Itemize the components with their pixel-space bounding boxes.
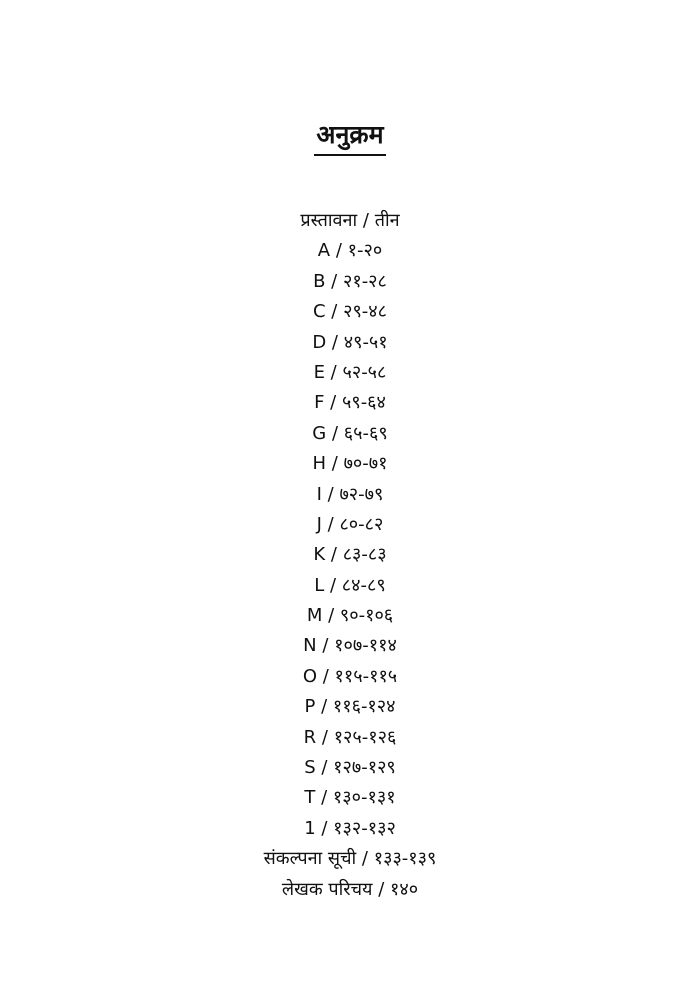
toc-entry-label: O (302, 665, 317, 687)
toc-separator: / (315, 787, 333, 809)
toc-entry (0, 328, 700, 358)
toc-entry-pages: १२५-१२६ (333, 726, 397, 748)
toc-entry (0, 419, 700, 449)
toc-entry-label: B (313, 270, 326, 292)
toc-entry-pages: ८४-८९ (341, 574, 386, 596)
toc-separator: / (356, 848, 374, 870)
toc-separator: / (324, 574, 342, 596)
table-of-contents (0, 206, 700, 905)
toc-entry-pages: ५९-६४ (341, 392, 386, 414)
toc-separator: / (316, 726, 334, 748)
toc-entry-label: P (304, 696, 316, 718)
toc-entry (0, 510, 700, 540)
toc-entry (0, 267, 700, 297)
toc-entry-label: D (312, 331, 327, 353)
toc-entry (0, 875, 700, 905)
toc-separator: / (321, 513, 340, 535)
toc-separator: / (326, 453, 344, 475)
toc-entry (0, 723, 700, 753)
toc-entry (0, 571, 700, 601)
toc-entry-label: I (316, 483, 322, 505)
toc-entry-pages: ८०-८२ (339, 513, 384, 535)
toc-entry-pages: १३०-१३१ (332, 787, 396, 809)
toc-entry-pages: २९-४८ (343, 301, 388, 323)
toc-separator: / (321, 483, 340, 505)
toc-entry-pages: १४० (390, 878, 419, 900)
toc-entry-pages: ९०-१०६ (339, 605, 394, 627)
toc-entry (0, 358, 700, 388)
toc-entry-label: J (316, 513, 322, 535)
toc-entry-label: T (304, 787, 316, 809)
toc-entry-label: E (313, 361, 325, 383)
toc-separator: / (315, 757, 334, 779)
toc-entry (0, 601, 700, 631)
toc-entry-pages: १२७-१२९ (333, 757, 396, 779)
toc-entry-pages: ११५-११५ (334, 665, 398, 687)
toc-separator: / (324, 361, 343, 383)
toc-entry-pages: ६५-६९ (343, 422, 388, 444)
toc-entry-label: S (304, 757, 316, 779)
toc-entry-label: प्रस्तावना (300, 210, 358, 231)
toc-separator: / (357, 210, 375, 231)
toc-entry-label: F (314, 392, 325, 414)
toc-entry (0, 631, 700, 661)
toc-separator: / (324, 392, 342, 414)
toc-entry-pages: ११६-१२४ (332, 696, 396, 718)
toc-entry-pages: ७०-७१ (343, 453, 388, 475)
toc-entry-label: H (312, 453, 327, 475)
toc-entry (0, 844, 700, 874)
toc-entry-pages: तीन (374, 210, 400, 231)
toc-separator: / (330, 240, 348, 262)
toc-entry-label: K (313, 544, 326, 566)
toc-entry-label: A (317, 240, 331, 262)
toc-entry (0, 814, 700, 844)
toc-entry (0, 480, 700, 510)
toc-entry-pages: २१-२८ (342, 270, 387, 292)
toc-entry (0, 753, 700, 783)
toc-entry-label: N (303, 635, 317, 657)
toc-entry (0, 388, 700, 418)
toc-entry (0, 662, 700, 692)
toc-separator: / (325, 270, 343, 292)
toc-entry (0, 236, 700, 266)
toc-entry-label: 1 (304, 817, 316, 839)
toc-separator: / (315, 696, 333, 718)
toc-separator: / (372, 878, 390, 900)
toc-entry-label: लेखक परिचय (281, 878, 373, 900)
toc-separator: / (316, 635, 335, 657)
toc-entry-label: G (312, 422, 327, 444)
toc-entry-pages: १-२० (347, 240, 383, 262)
toc-entry-label: L (314, 574, 325, 596)
toc-separator: / (326, 331, 344, 353)
toc-separator: / (315, 817, 334, 839)
toc-entry (0, 540, 700, 570)
toc-entry (0, 692, 700, 722)
toc-separator: / (317, 665, 335, 687)
toc-entry (0, 206, 700, 236)
toc-separator: / (322, 605, 340, 627)
toc-entry-label: M (306, 605, 323, 627)
toc-separator: / (325, 544, 343, 566)
toc-entry-label: संकल्पना सूची (263, 848, 357, 870)
toc-separator: / (325, 301, 344, 323)
toc-entry (0, 297, 700, 327)
toc-entry-pages: ७२-७९ (339, 483, 384, 505)
title-container (0, 118, 700, 156)
toc-entry-label: C (312, 301, 326, 323)
toc-entry-pages: ४९-५१ (343, 331, 388, 353)
toc-entry (0, 449, 700, 479)
toc-entry-pages: ८३-८३ (342, 544, 387, 566)
page-title: अनुक्रम (314, 118, 385, 156)
toc-entry-pages: १३३-१३९ (373, 848, 437, 870)
toc-entry-pages: ५२-५८ (342, 361, 387, 383)
toc-entry-pages: १०७-११४ (334, 635, 397, 657)
toc-entry (0, 783, 700, 813)
toc-separator: / (326, 422, 344, 444)
toc-entry-label: R (303, 726, 317, 748)
toc-entry-pages: १३२-१३२ (333, 817, 396, 839)
